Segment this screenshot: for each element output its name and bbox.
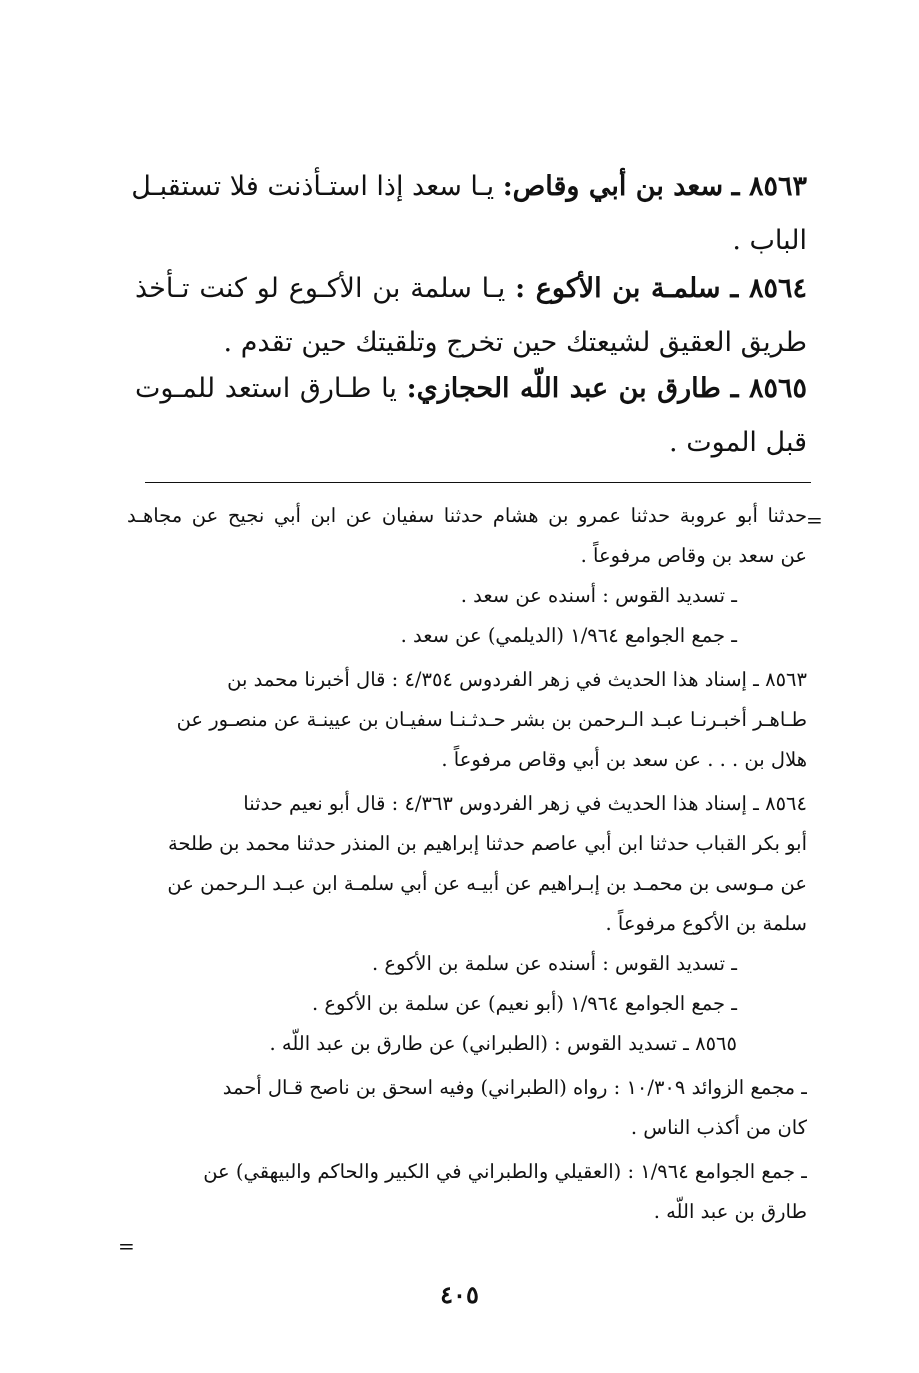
entry-number: ٨٥٦٣ ـ [731,171,807,202]
hadith-entry-8563 [131,160,807,268]
footnote-line: هلال بن . . . عن سعد بن أبي وقاص مرفوعاً . [441,748,807,771]
narrator-name: سعد بن أبي وقاص: [502,171,724,202]
narrator-name: طارق بن عبد اللّه الحجازي: [406,373,721,404]
entry-text: طريق العقيق لشيعتك حين تخرج وتلقيتك حين تقدم . [223,327,807,358]
footnote-line: عن سعد بن وقاص مرفوعاً . [580,544,807,567]
entry-line [135,262,807,316]
footnote-line: ـ تسديد القوس : أسنده عن سعد . [460,584,737,607]
footnote-line: كان من أكذب الناس . [630,1116,807,1139]
footnote-divider [145,482,811,483]
footnote-line: ـ جمع الجوامع ١/٩٦٤ (الديلمي) عن سعد . [400,624,737,647]
entry-text: يا طـارق استعد للمـوت [135,373,397,404]
entry-text: يـا سعد إذا استـأذنت فلا تستقبـل [131,171,495,202]
footnote-line: عن مـوسى بن محمـد بن إبـراهيم عن أبيـه عن أبي سلمـة ابن عبـد الـرحمن عن [167,872,807,895]
entry-number: ٨٥٦٤ ـ [730,273,807,304]
footnote-line: ٨٥٦٤ ـ إسناد هذا الحديث في زهر الفردوس ٤/٣٦٣ : قال أبو نعيم حدثنا [243,792,807,815]
footnote-line: سلمة بن الأكوع مرفوعاً . [605,912,807,935]
footnote-line: ٨٥٦٥ ـ تسديد القوس : (الطبراني) عن طارق بن عبد اللّه . [269,1032,737,1055]
footnote-line: ـ مجمع الزوائد ١٠/٣٠٩ : رواه (الطبراني) وفيه اسحق بن ناصح قـال أحمد [222,1076,807,1099]
footnotes [127,496,807,1232]
entry-line [135,362,807,416]
entry-text: الباب . [732,225,807,256]
page-number: ٤٠٥ [440,1280,479,1309]
entry-text: قبل الموت . [669,427,807,458]
entry-line [135,214,807,268]
narrator-name: سلمـة بن الأكوع : [515,273,721,304]
footnote-line: ـ جمع الجوامع ١/٩٦٤ : (العقيلي والطبراني في الكبير والحاكم والبيهقي) عن [203,1160,807,1183]
entry-text: يـا سلمة بن الأكـوع لو كنت تـأخذ [135,273,506,304]
footnote-line: طـاهـر أخبـرنـا عبـد الـرحمن بن بشر حـدثـنـا سفيـان بن عيينـة عن منصـور عن [176,708,807,731]
footnote-line: حدثنا أبو عروبة حدثنا عمرو بن هشام حدثنا سفيان عن ابن أبي نجيح عن مجاهـد [127,504,807,527]
continuation-marker-bottom: = [118,1234,135,1258]
footnote-line: ـ تسديد القوس : أسنده عن سلمة بن الأكوع . [372,952,737,975]
footnote-line: ٨٥٦٣ ـ إسناد هذا الحديث في زهر الفردوس ٤/٣٥٤ : قال أخبرنا محمد بن [227,668,807,691]
entry-line [135,416,807,470]
footnote-line: أبو بكر القباب حدثنا ابن أبي عاصم حدثنا إبراهيم بن المنذر حدثنا محمد بن طلحة [167,832,807,855]
continuation-marker-top: = [806,508,823,532]
footnote-line: طارق بن عبد اللّه . [653,1200,807,1223]
hadith-entry-8564 [135,262,807,370]
entry-number: ٨٥٦٥ ـ [730,373,807,404]
footnote-line: ـ جمع الجوامع ١/٩٦٤ (أبو نعيم) عن سلمة بن الأكوع . [312,992,737,1015]
hadith-entry-8565 [135,362,807,470]
entry-line [131,160,807,214]
